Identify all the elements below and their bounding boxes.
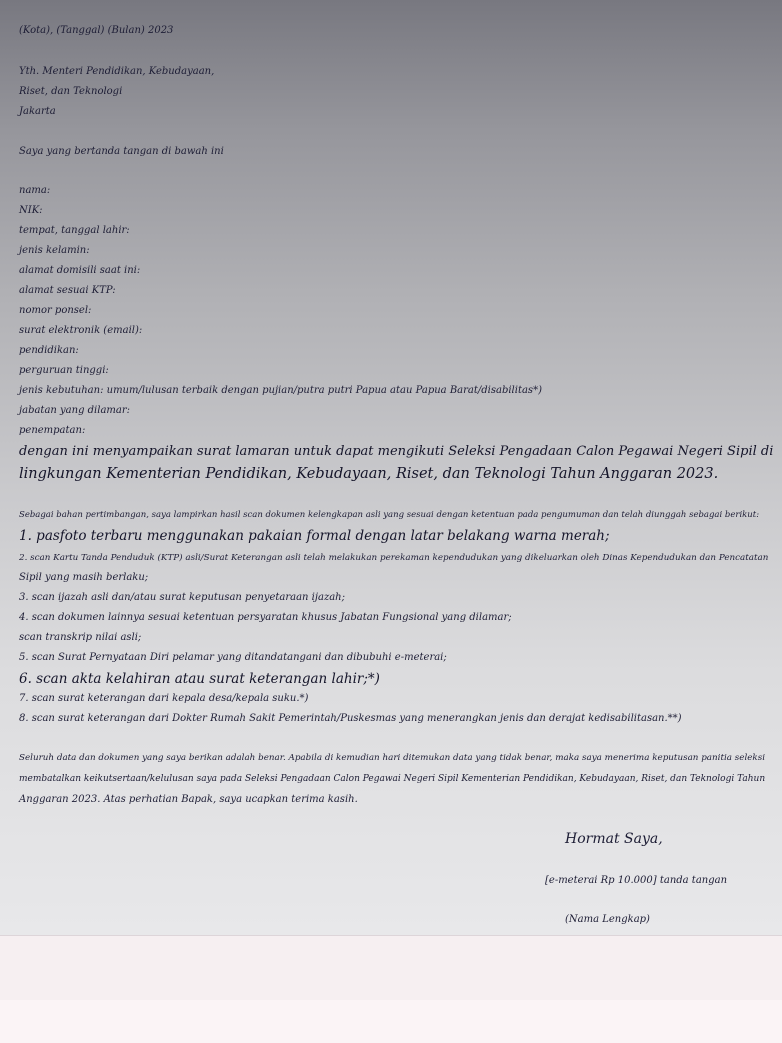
field-label: nama: [19, 185, 51, 196]
date-line: (Kota), (Tanggal) (Bulan) 2023 [19, 25, 174, 36]
field-label: nomor ponsel: [19, 305, 92, 316]
statement-line: dengan ini menyampaikan surat lamaran untuk dapat mengikuti Seleksi Pengadaan Calon Pegawai Negeri Sipil di [19, 444, 774, 459]
attachment-item: 7. scan surat keterangan dari kepala desa/kepala suku.*) [19, 693, 309, 704]
field-label: jenis kelamin: [19, 245, 90, 256]
page-bottom-band [0, 936, 782, 1000]
attachment-item: 8. scan surat keterangan dari Dokter Rumah Sakit Pemerintah/Puskesmas yang menerangkan jenis dan derajat kedisabilitasan.**) [19, 713, 682, 724]
signature-salutation: Hormat Saya, [565, 831, 663, 847]
attachment-item: Sipil yang masih berlaku; [19, 572, 149, 583]
field-label: jenis kebutuhan: umum/lulusan terbaik dengan pujian/putra putri Papua atau Papua Barat/disabilitas*) [19, 385, 542, 396]
recipient-line: Riset, dan Teknologi [19, 86, 123, 97]
attachment-item: 5. scan Surat Pernyataan Diri pelamar yang ditandatangani dan dibubuhi e-meterai; [19, 652, 447, 663]
field-label: tempat, tanggal lahir: [19, 225, 130, 236]
attachment-item: 1. pasfoto terbaru menggunakan pakaian formal dengan latar belakang warna merah; [19, 528, 610, 544]
recipient-line: Jakarta [19, 106, 56, 117]
field-label: NIK: [19, 205, 43, 216]
attachment-item: scan transkrip nilai asli; [19, 632, 142, 643]
signature-name: (Nama Lengkap) [565, 914, 650, 925]
field-label: perguruan tinggi: [19, 365, 109, 376]
attachment-item: 3. scan ijazah asli dan/atau surat keputusan penyetaraan ijazah; [19, 592, 345, 603]
field-label: surat elektronik (email): [19, 325, 143, 336]
statement-line: lingkungan Kementerian Pendidikan, Kebudayaan, Riset, dan Teknologi Tahun Anggaran 2023. [19, 466, 719, 482]
closing-line: Seluruh data dan dokumen yang saya berikan adalah benar. Apabila di kemudian hari ditemukan data yang tidak benar, maka saya menerima keputusan panitia seleksi [19, 753, 766, 763]
closing-line: Anggaran 2023. Atas perhatian Bapak, saya ucapkan terima kasih. [19, 794, 358, 805]
closing-line: membatalkan keikutsertaan/kelulusan saya pada Seleksi Pengadaan Calon Pegawai Negeri Sipil Kementerian Pendidikan, Kebudayaan, Riset, dan Teknologi Tahun [19, 774, 766, 784]
field-label: pendidikan: [19, 345, 79, 356]
attachment-item: 2. scan Kartu Tanda Penduduk (KTP) asli/Surat Keterangan asli telah melakukan perekaman kependudukan yang dikeluarkan oleh Dinas Kependudukan dan Pencatatan [19, 553, 769, 563]
attachment-intro: Sebagai bahan pertimbangan, saya lampirkan hasil scan dokumen kelengkapan asli yang sesuai dengan ketentuan pada pengumuman dan telah diunggah sebagai berikut: [19, 510, 760, 520]
attachment-item: 6. scan akta kelahiran atau surat keterangan lahir;*) [19, 671, 380, 687]
field-label: alamat domisili saat ini: [19, 265, 141, 276]
field-label: penempatan: [19, 425, 86, 436]
intro-text: Saya yang bertanda tangan di bawah ini [19, 146, 224, 157]
attachment-item: 4. scan dokumen lainnya sesuai ketentuan persyaratan khusus Jabatan Fungsional yang dilamar; [19, 612, 512, 623]
field-label: alamat sesuai KTP: [19, 285, 116, 296]
field-label: jabatan yang dilamar: [19, 405, 131, 416]
recipient-line: Yth. Menteri Pendidikan, Kebudayaan, [19, 66, 215, 77]
signature-stamp: [e-meterai Rp 10.000] tanda tangan [545, 875, 728, 886]
